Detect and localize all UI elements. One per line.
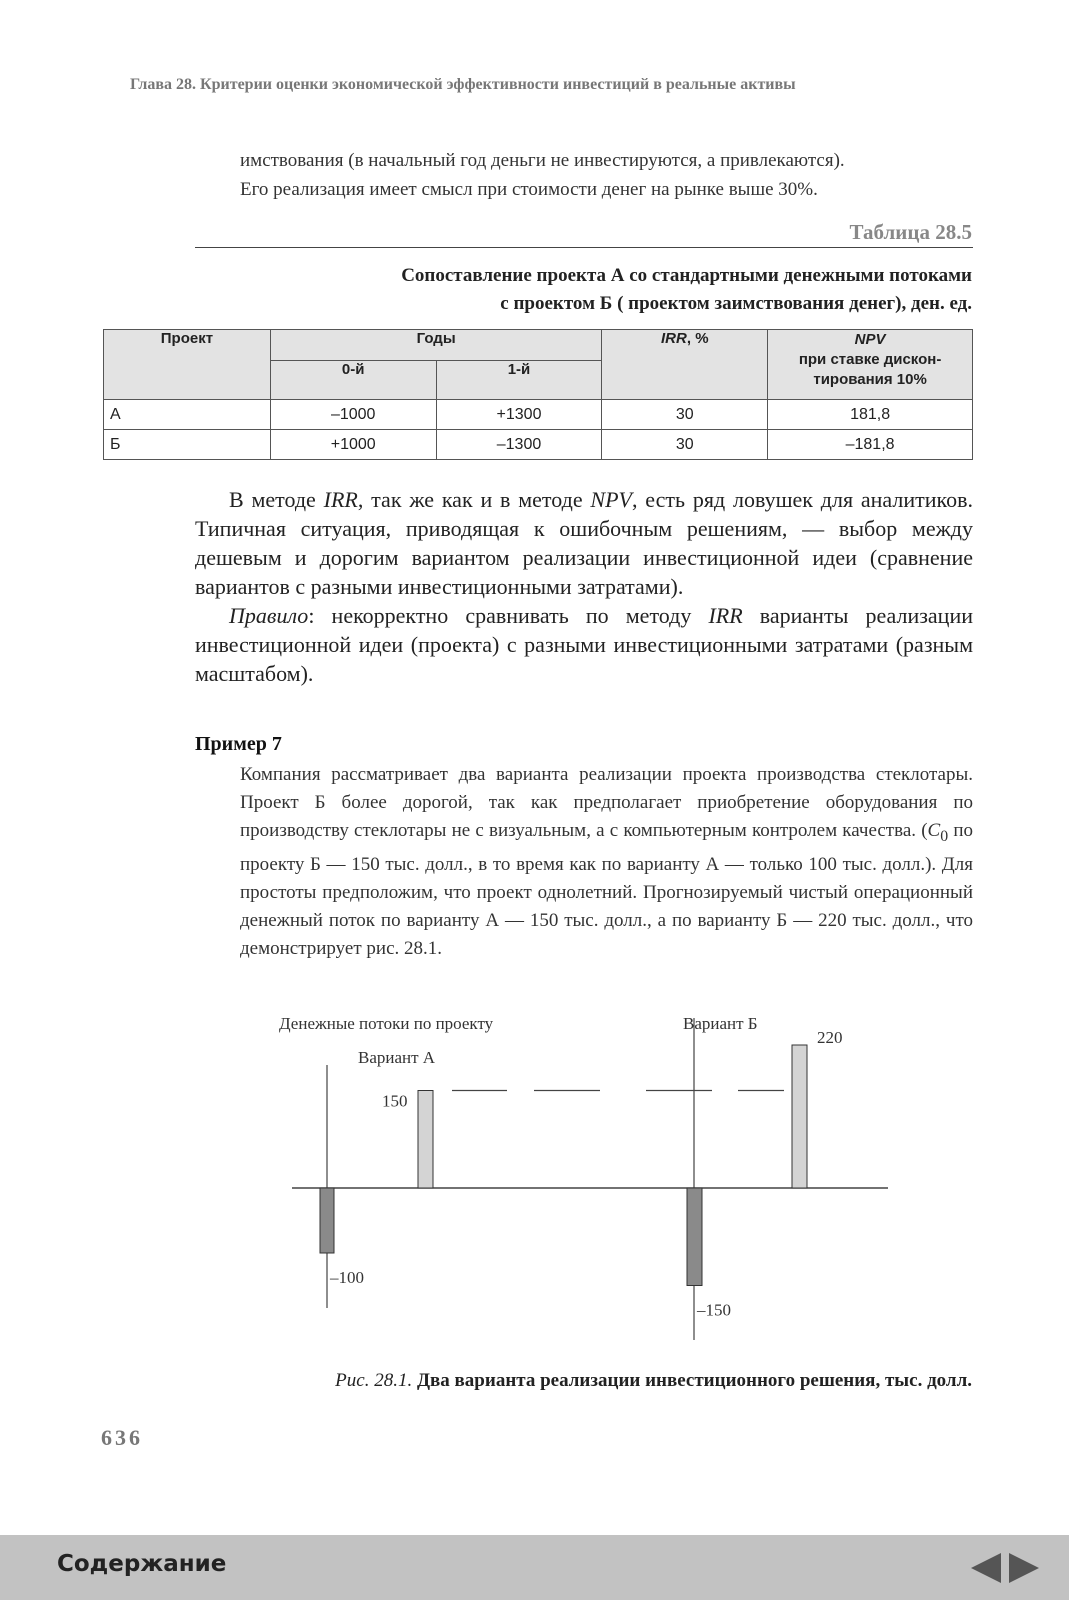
data-label: 220 (817, 1028, 843, 1047)
cell-project: Б (104, 430, 271, 460)
triangle-left-icon[interactable] (971, 1553, 1001, 1583)
page-number: 636 (101, 1425, 143, 1450)
cell-npv: 181,8 (768, 400, 973, 430)
header-year-1: 1-й (436, 361, 602, 400)
data-label: –100 (330, 1268, 364, 1287)
example-heading: Пример 7 (195, 733, 282, 755)
cash-flow-bar (792, 1045, 807, 1188)
header-npv-sub-1: при ставке дискон- (798, 351, 942, 368)
figure-caption (335, 1370, 972, 1392)
cash-flow-bar (687, 1188, 702, 1286)
caption-ref: Рис. 28.1. (335, 1370, 413, 1391)
cell-irr: 30 (602, 430, 768, 460)
cell-year-0: –1000 (270, 400, 436, 430)
cell-year-1: –1300 (436, 430, 602, 460)
header-year-0: 0-й (270, 361, 436, 400)
triangle-right-icon[interactable] (1009, 1553, 1039, 1583)
text-run: , есть ряд ловушек для аналитиков. Типичная ситуация, приводящая к ошибочным решениям, — выбор между дешевым и дорогим вариантом реализации инвестиционной идеи (сравнение вариантов с разными инвестиционными затратами). (195, 487, 973, 599)
table-title-line-1: Сопоставление проекта А со стандартными денежными потоками (401, 265, 972, 286)
intro-line-2: Его реализация имеет смысл при стоимости денег на рынке выше 30%. (240, 179, 818, 200)
header-npv-label: NPV (854, 331, 886, 348)
data-label: 150 (382, 1091, 408, 1111)
header-npv-sub-2: тирования 10% (813, 371, 927, 388)
header-project: Проект (104, 330, 271, 400)
cell-year-1: +1300 (436, 400, 602, 430)
text-run: по проекту Б — 150 тыс. долл., в то время как по варианту А — только 100 тыс. долл.). Для простоты предположим, что проект однолетний. Прогнозируемый чистый операционный денежный поток по варианту А — 150 тыс. долл., а по варианту Б — 220 тыс. долл., что демонстрирует рис. 28.1. (240, 820, 973, 959)
text-run: : некорректно сравнивать по методу (308, 603, 709, 628)
header-irr-label: IRR (661, 330, 687, 347)
cell-npv: –181,8 (768, 430, 973, 460)
table-title-line-2: с проектом Б ( проектом заимствования денег), ден. ед. (500, 293, 972, 314)
running-head: Глава 28. Критерии оценки экономической эффективности инвестиций в реальные активы (130, 76, 796, 93)
cash-flow-bar (320, 1188, 334, 1253)
c-symbol: C (927, 820, 941, 841)
cell-year-0: +1000 (270, 430, 436, 460)
header-irr-unit: , % (686, 330, 709, 347)
text-run: В методе (229, 487, 324, 512)
term-irr: IRR (323, 487, 358, 512)
cash-flow-bar (418, 1091, 433, 1189)
caption-title: Два варианта реализации инвестиционного решения, тыс. долл. (412, 1370, 972, 1391)
table-label: Таблица 28.5 (849, 220, 972, 244)
term-npv: NPV (590, 487, 632, 512)
cell-irr: 30 (602, 400, 768, 430)
intro-line-1: имствования (в начальный год деньги не инвестируются, а привлекаются). (240, 150, 845, 171)
data-label: –150 (697, 1300, 731, 1320)
chart-title: Денежные потоки по проекту (279, 1014, 494, 1033)
series-label-a: Вариант А (358, 1048, 436, 1067)
toc-link[interactable]: Содержание (57, 1551, 227, 1577)
term-irr: IRR (708, 603, 743, 628)
text-run: Компания рассматривает два варианта реализации проекта производства стеклотары. Проект Б более дорогой, так как предполагает приобретение оборудования по производству стеклотары не с визуальным, а с компьютерным контролем качества. ( (240, 764, 973, 841)
series-label-b: Вариант Б (683, 1014, 758, 1033)
term-rule: Правило (229, 603, 309, 628)
header-years: Годы (270, 330, 602, 361)
c-subscript: 0 (940, 827, 949, 845)
cell-project: А (104, 400, 271, 430)
text-run: , так же как и в методе (357, 487, 591, 512)
page-nav (949, 1535, 1069, 1600)
text-run: варианты реализации инвестиционной идеи (проекта) с разными инвестиционными затратами (разным масштабом). (195, 603, 973, 686)
